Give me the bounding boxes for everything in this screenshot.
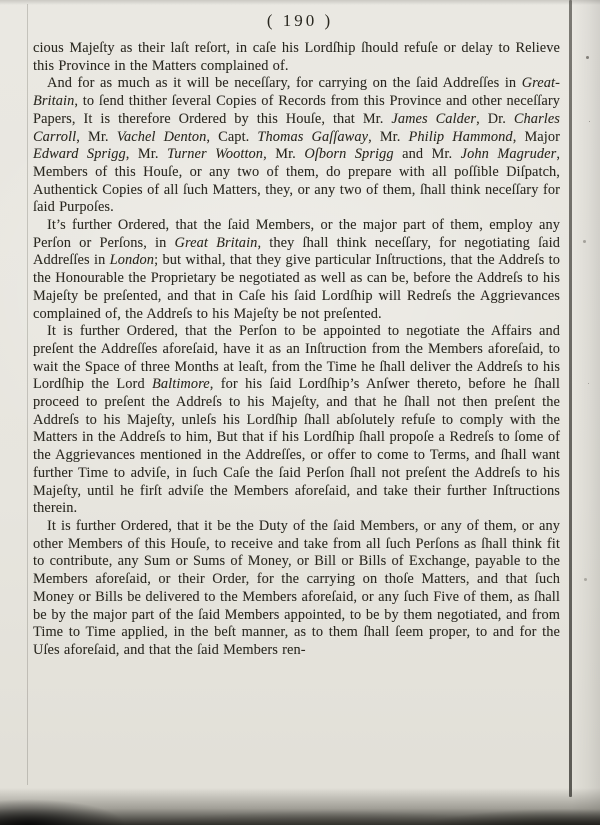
italic-text-run: Oſborn Sprigg [304, 146, 394, 163]
document-body [0, 31, 600, 660]
scan-edge-line-right [569, 0, 572, 797]
text-run: , Dr. [476, 110, 514, 127]
italic-text-run: Thomas Gaſſaway [257, 128, 369, 145]
italic-text-run: Philip Hammond [408, 128, 513, 145]
paragraph [33, 217, 560, 323]
italic-text-run: Turner Wootton [167, 146, 264, 163]
scan-edge-line-left [27, 4, 28, 785]
text-run: , Mr. [76, 128, 117, 145]
page-number: ( 190 ) [266, 11, 334, 30]
text-run: It’s further Ordered, that the ſaid Members, or the major part of them, employ any Perſon or Perſons, in [33, 217, 560, 251]
paragraph [33, 323, 560, 518]
text-run: , Capt. [206, 128, 258, 145]
text-run: And for as much as it will be neceſſary, for carrying on the ſaid Addreſſes in [47, 75, 522, 92]
text-run: It is further Ordered, that the Perſon to be appointed to negotiate the Affairs and preſent the Addreſſes aforeſaid, have it as an Inſtruction from the Members aforeſaid, to wait the Space of three Months at leaſt, from the Time he ſhall deliver the Addreſs to his Lordſhip the Lord [33, 323, 560, 393]
text-run: and Mr. [393, 146, 461, 163]
text-run: , Mr. [368, 128, 409, 145]
text-run: , Mr. [125, 146, 167, 163]
italic-text-run: London [109, 252, 155, 269]
italic-text-run: Edward Sprigg [33, 146, 126, 163]
text-run: , Members of this Houſe, or any two of them, do prepare with all poſſible Diſpatch, Authentick Copies of all ſuch Matters, they, or any two of them, ſhall think neceſſary for ſaid Purpoſes. [33, 146, 561, 216]
italic-text-run: John Magruder [460, 146, 557, 163]
paragraph [33, 40, 560, 75]
italic-text-run: Vachel Denton [116, 128, 207, 145]
scan-margin-right [572, 0, 600, 825]
text-run: , they ſhall think neceſſary, for negotiating ſaid Addreſſes in [33, 234, 561, 269]
text-run: , for his ſaid Lordſhip’s Anſwer thereto, before he ſhall proceed to preſent the Addreſs to his Majeſty, and that he ſhall not then preſent the Addreſs to his Majeſty, unleſs his Lordſhip ſhall abſolutely refuſe to comply with the Matters in the Addreſs to him, But that if his Lordſhip ſhall propoſe a Redreſs to ſome of the Aggrievances mentioned in the Addreſſes, or offer to come to Terms, and ſhall want further Time to adviſe, in ſuch Caſe the ſaid Perſon ſhall not preſent the Addreſs to his Majeſty, until he firſt adviſe the Members aforeſaid, and take their further Inſtructions therein. [33, 376, 560, 517]
text-run: , Mr. [263, 146, 305, 163]
italic-text-run: Great Britain [174, 234, 258, 251]
text-run: , to ſend thither ſeveral Copies of Records from this Province and other neceſſary Papers, It is therefore Ordered by this Houſe, that Mr. [33, 93, 560, 127]
paragraph [33, 75, 560, 217]
italic-text-run: James Calder [391, 110, 477, 127]
italic-text-run: Baltimore [152, 376, 210, 393]
text-run: ; but withal, that they give particular Inſtructions, that the Addreſs to the Honourable the Proprietary be negotiated as well as can be, before the Addreſs to his Majeſty be preſented, and that in Caſe his ſaid Lordſhip will Redreſs the Aggrievances complained of, the Addreſs to his Majeſty be not preſented. [33, 252, 560, 322]
paragraph [33, 518, 560, 660]
scan-speck-artifacts [586, 56, 589, 59]
scan-shadow-bottom [0, 788, 600, 825]
text-run: cious Majeſty as their laſt reſort, in caſe his Lordſhip ſhould refuſe or delay to Relieve this Province in the Matters complained of. [33, 40, 560, 74]
italic-text-run: Great-Britain [33, 75, 560, 110]
text-run: It is further Ordered, that it be the Duty of the ſaid Members, or any of them, or any other Members of this Houſe, to receive and take from all ſuch Perſons as ſhall think fit to contribute, any Sum or Sums of Money, or Bill or Bills of Exchange, payable to the Members aforeſaid, or their Order, for the carrying on thoſe Matters, and that ſuch Money or Bills be delivered to the Members aforeſaid, or any ſuch Five of them, as ſhall be by the major part of the ſaid Members appointed, to be by them negotiated, and from Time to Time applied, in the beſt manner, as to them ſhall ſeem proper, to and for the Uſes aforeſaid, and that the ſaid Members ren- [33, 517, 560, 658]
text-run: , Major [512, 128, 560, 145]
italic-text-run: Charles Carroll [33, 110, 560, 145]
